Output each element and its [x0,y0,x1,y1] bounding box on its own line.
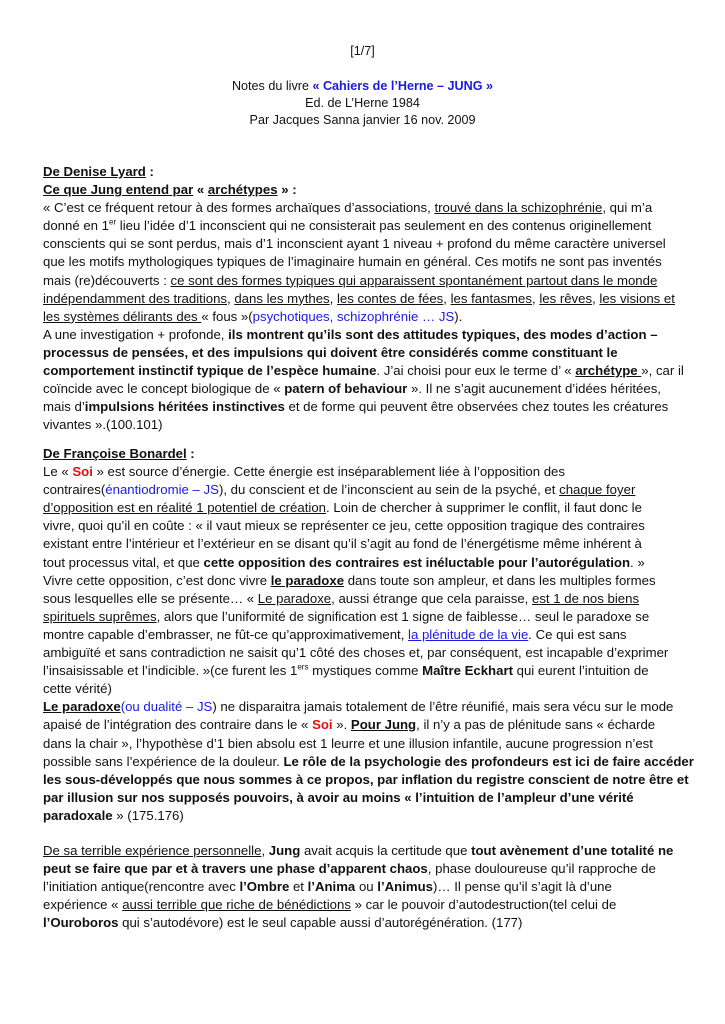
text: mystiques comme [308,663,423,679]
text-line [43,914,683,932]
text: l’initiation antique(rencontre avec [43,879,240,895]
author-line: Par Jacques Sanna janvier 16 nov. 2009 [249,113,476,127]
underlined-text: dans les mythes [234,290,330,306]
text: donné en 1 [43,218,110,234]
superscript: ers [297,662,309,672]
text-line [43,878,683,896]
text-line [43,716,683,734]
underlined-text: spirituels suprêmes [43,608,157,624]
heading-author: De Denise Lyard [43,164,146,179]
text: Vivre cette opposition, c’est donc vivre [43,572,271,588]
bold-text: Jung [268,843,301,858]
term-animus: l’Animus [377,879,433,895]
bold-text: tout avènement d’une totalité ne [471,843,674,858]
term-soi: Soi [312,717,333,733]
text: ), du conscient et de l’inconscient au sein de la psyché, et [218,482,560,498]
underlined-text: les visions et [599,290,675,306]
bold-text: impulsions héritées instinctives [84,399,285,415]
text-line [43,753,694,771]
bold-text: ils montrent qu’ils sont des attitudes typiques, des modes d’action – [228,326,658,342]
title-prefix: Notes du livre [231,79,313,93]
text: mais d’ [43,399,85,415]
underlined-text: De sa terrible expérience personnelle [43,843,262,858]
bold-text: cette opposition des contraires est inéluctable pour l’autorégulation [203,554,631,570]
quote-close: » : [277,182,297,198]
text: ou [355,879,378,895]
page-number: [1/7] [350,44,375,58]
text-line: cette vérité) [43,681,112,697]
text-line [43,199,683,217]
title-line [0,78,725,95]
text-line [43,398,683,416]
text: dans toute son ampleur, et dans les multiples formes [344,572,656,588]
text: , qui m’a [602,200,653,216]
superscript: er [109,217,117,227]
text-line [43,860,683,878]
bold-text: comportement instinctif typique de l’espèce humaine [43,363,377,379]
text-line: existant entre l’intérieur et l’extérieur en se disant qu’il s’agit au fond de l’énergétisme même inhérent à [43,536,642,552]
plenitude-link[interactable]: la plénitude de la vie [408,626,529,642]
text-line: ambiguïté et sans contradiction ne saisit qu’1 côté des choses et, par conséquent, est incapable d’exprimer [43,645,669,661]
text-line [43,380,683,398]
text: , [261,843,269,858]
heading-colon: : [186,446,195,461]
text-line [43,698,683,716]
text-line: par illusion sur nos supposés pouvoirs, à avoir au moins « l’intuition de l’ampleur d’une vérité [43,789,634,805]
text: lieu l’idée d’1 inconscient qui ne consisterait pas seulement en des contenus originellement [116,218,652,234]
text: ». [332,717,351,733]
text: , il n’y a pas de plénitude sans « écharde [416,717,656,733]
text-line [43,590,683,608]
text-line [43,481,683,499]
text: avait acquis la certitude que [300,843,472,858]
underlined-text: ce sont des formes typiques qui apparaissent spontanément partout dans le monde [170,272,658,288]
text-line [43,463,683,481]
term-archetypes: archétypes [207,182,278,198]
text: sous lesquelles elle se présente… « [43,590,258,606]
text-line [43,290,683,308]
text: contraires( [43,482,106,498]
text: . » [630,554,645,570]
term-paradoxe: le paradoxe [270,572,345,588]
underlined-text: indépendamment des traditions [43,290,228,306]
text-line: dans la chair », l’hypothèse d’1 bien absolu est 1 leurre et une illusion infantile, aucune progression n’est [43,735,653,751]
term-ombre: l’Ombre [239,879,290,895]
text: . Loin de chercher à supprimer le conflit, il faut donc le [326,500,642,516]
text: )… Il pense qu’il s’agit là d’une [432,879,612,895]
text: tout processus vital, et que [43,554,204,570]
term-paradoxe: Le paradoxe [43,699,121,715]
term-ouroboros: l’Ouroboros [43,915,119,931]
underlined-text: les contes de fées [336,290,444,306]
text-line [43,842,683,860]
text: « fous »( [201,308,253,324]
edition-line: Ed. de L’Herne 1984 [305,96,420,110]
text: . J’ai choisi pour eux le terme d’ « [376,363,576,379]
heading-author: De Françoise Bonardel [43,446,187,461]
bold-text: peut se faire que par et à travers une phase d’apparent chaos [43,861,428,877]
text-line [43,626,683,644]
editor-note: énantiodromie – JS [105,482,219,498]
text: » car le pouvoir d’autodestruction(tel celui de [350,897,617,913]
heading-colon: : [145,164,154,179]
text: Le « [43,464,73,480]
text-line [43,217,683,235]
text: , phase douloureuse qu’il rapproche de [427,861,656,877]
subheading-text: Ce que Jung entend par [43,182,194,198]
text: l’insaisissable et l’indicible. »(ce furent les 1 [43,663,298,679]
text-line: conscients qui se sont perdus, mais d’1 inconscient ayant 1 niveau + profond du même caractère universel [43,236,666,252]
editor-note: psychotiques, schizophrénie … JS [252,308,455,324]
separator: , [443,290,451,306]
section-francoise-bonardel [43,445,694,825]
text: », car il [641,363,684,379]
term-anima: l’Anima [307,879,356,895]
underlined-text: aussi terrible que riche de bénédictions [122,897,351,913]
separator: , [227,290,235,306]
separator: , [329,290,337,306]
text-line [43,326,683,344]
text: » (175.176) [112,807,184,823]
underlined-text: les rêves [539,290,593,306]
underlined-text: trouvé dans la schizophrénie [434,200,603,216]
bold-text: paradoxale [43,807,113,823]
text-line [43,272,683,290]
underlined-text: Le paradoxe [257,590,332,606]
text-line [43,362,683,380]
text: , aussi étrange que cela paraisse, [331,590,532,606]
section-denise-lyard [43,163,683,434]
text: expérience « [43,897,123,913]
text-line [43,662,683,680]
text-line [43,572,683,590]
underlined-text: chaque foyer [559,482,636,498]
text: ) ne disparaitra jamais totalement de l’être réunifié, mais sera vécu sur le mode [212,699,674,715]
editor-note: (ou dualité – JS [120,699,213,715]
underlined-text: les fantasmes [450,290,532,306]
text: qui eurent l’intuition de [512,663,649,679]
pour-jung: Pour Jung [350,717,417,733]
text: A une investigation + profonde, [43,326,229,342]
text-line [43,554,683,572]
text: apaisé de l’intégration des contraire dans le « [43,717,313,733]
underlined-text: les systèmes délirants des [43,308,202,324]
bold-text: patern of behaviour [284,381,408,397]
text: , alors que l’uniformité de signification est 1 signe de faiblesse… seul le paradoxe se [156,608,650,624]
text: ). [454,308,463,324]
separator: , [531,290,540,306]
text-line [43,807,683,825]
text: coïncide avec le concept biologique de « [43,381,285,397]
term-soi: Soi [72,464,93,480]
text: montre capable d’embrasser, ne fût-ce qu’approximativement, [43,626,409,642]
text-line: les sous-développés que nous sommes à ce propos, par inflation du registre conscient de notre être et [43,771,689,787]
bold-text: Maître Eckhart [422,663,513,679]
text: et [289,879,308,895]
text: » est source d’énergie. Cette énergie est inséparablement liée à l’opposition des [92,464,565,480]
underlined-text: est 1 de nos biens [532,590,640,606]
text: ». Il ne s’agit aucunement d’idées héritées, [407,381,661,397]
text-line: processus de pensées, et des impulsions qui doivent être considérés comme constituant le [43,344,618,360]
section-subheading [43,181,683,199]
section-heading [43,163,683,181]
text-line: que les motifs mythologiques typiques de l’imaginaire humain en général. Ces motifs ne sont pas inventés [43,254,662,270]
text-line: vivre, quoi qu’il en coûte : « il vaut mieux se représenter ce jeu, cette opposition tragique des contraires [43,518,645,534]
text: possible sans l’expérience de la douleur. [43,753,284,769]
term-archetype: archétype [575,363,642,379]
text: qui s’autodévore) est le seul capable aussi d’autorégénération. (177) [118,915,523,931]
underlined-text: d’opposition est en réalité 1 potentiel de création [43,500,326,516]
text-line [43,896,683,914]
separator: , [592,290,600,306]
text: « C’est ce fréquent retour à des formes archaïques d’associations, [43,200,435,216]
text: mais (re)découverts : [43,272,171,288]
text-line [43,499,683,517]
section-experience [43,842,683,932]
text-line [43,608,683,626]
bold-text: Le rôle de la psychologie des profondeurs est ici de faire accéder [283,753,694,769]
book-title: « Cahiers de l’Herne – JUNG » [312,79,494,93]
text-line [43,308,683,326]
text: et de forme qui peuvent être observées chez toutes les créatures [284,399,669,415]
text-line: vivantes ».(100.101) [43,417,163,433]
quote-open: « [193,182,208,198]
text: . Ce qui est sans [528,626,627,642]
section-heading [43,445,683,463]
document-header [0,78,725,129]
